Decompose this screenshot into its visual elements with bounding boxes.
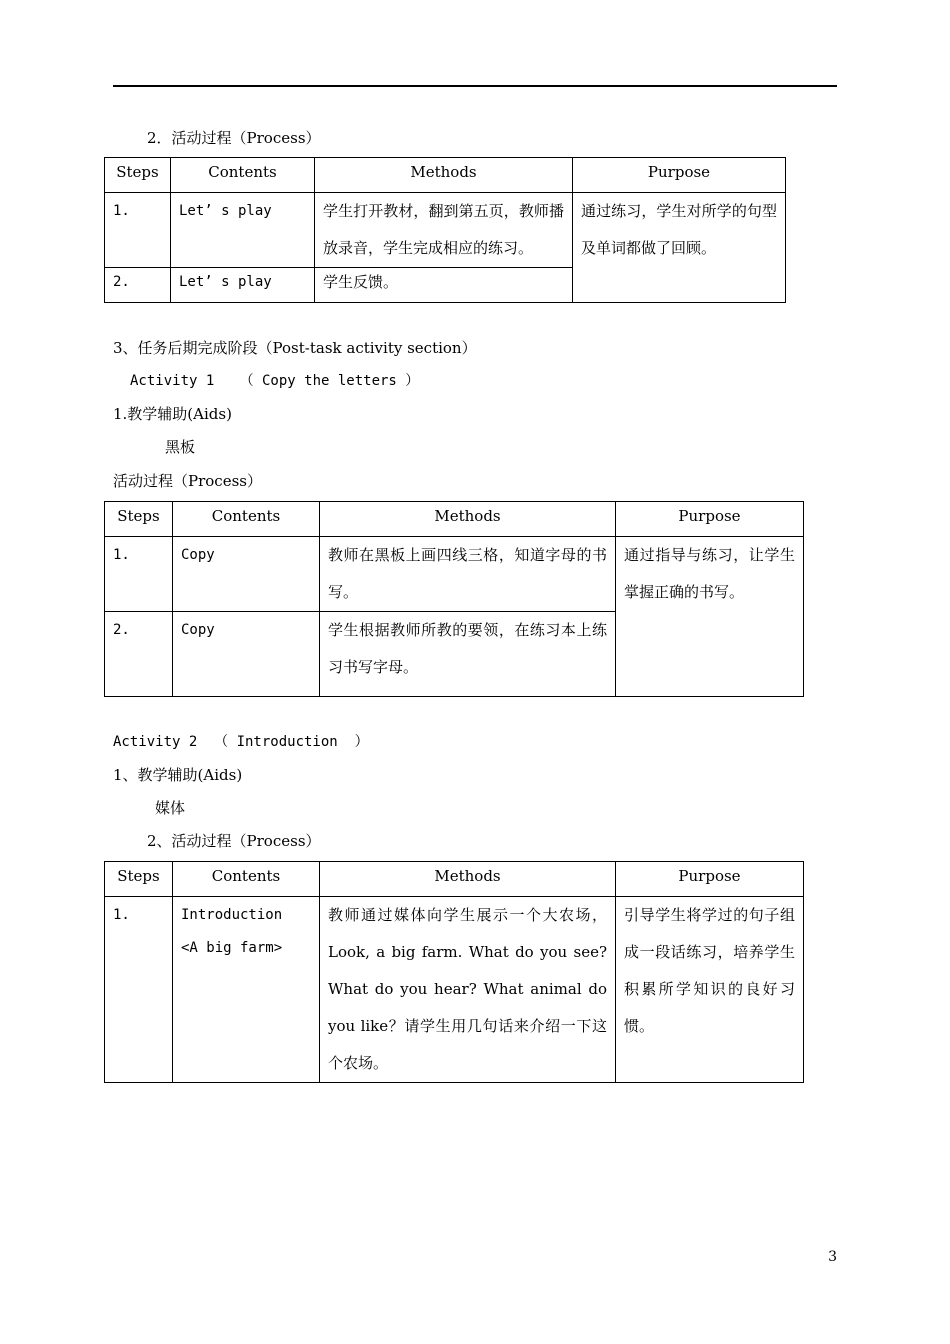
header-methods: Methods <box>320 502 616 537</box>
step-cell: 1. <box>105 537 173 612</box>
purpose-cell: 引导学生将学过的句子组成一段话练习，培养学生积累所学知识的良好习惯。 <box>616 897 804 1083</box>
aids-value-2: 媒体 <box>155 799 186 817</box>
header-purpose: Purpose <box>616 502 804 537</box>
purpose-cell: 通过指导与练习，让学生掌握正确的书写。 <box>616 537 804 697</box>
activity-2-title: Activity 2 （ Introduction ） <box>113 734 369 750</box>
content-cell: Copy <box>173 612 320 697</box>
method-cell: 学生根据教师所教的要领，在练习本上练习书写字母。 <box>320 612 616 697</box>
content-cell: Let’ s play <box>171 268 315 303</box>
table-header-row <box>105 158 786 193</box>
aids-value-1: 黑板 <box>165 438 196 456</box>
aids-title-1: 1.教学辅助(Aids) <box>113 405 232 423</box>
content-cell: Copy <box>173 537 320 612</box>
process-table-3 <box>104 861 804 1083</box>
header-purpose: Purpose <box>573 158 786 193</box>
header-purpose: Purpose <box>616 862 804 897</box>
header-contents: Contents <box>171 158 315 193</box>
table-header-row <box>105 862 804 897</box>
page-number: 3 <box>828 1249 837 1265</box>
header-steps: Steps <box>105 862 173 897</box>
step-cell: 1. <box>105 897 173 1083</box>
header-contents: Contents <box>173 862 320 897</box>
table-row <box>105 537 804 612</box>
aids-title-2: 1、教学辅助(Aids) <box>113 766 243 784</box>
content-line: Introduction <box>181 907 283 923</box>
method-cell: 教师通过媒体向学生展示一个大农场，Look, a big farm. What do you see? What do you hear? What animal do you like？请学生用几句话来介绍一下这个农场。 <box>320 897 616 1083</box>
header-steps: Steps <box>105 502 173 537</box>
content-cell: Let’ s play <box>171 193 315 268</box>
table-row <box>105 193 786 268</box>
table-header-row <box>105 502 804 537</box>
process-table-1 <box>104 157 786 303</box>
header-rule <box>113 85 837 87</box>
process-title-2: 活动过程（Process） <box>113 472 262 490</box>
process-title-1: 2．活动过程（Process） <box>147 129 321 147</box>
content-cell <box>173 897 320 1083</box>
step-cell: 2. <box>105 268 171 303</box>
process-title-3: 2、活动过程（Process） <box>147 832 321 850</box>
post-task-heading: 3、任务后期完成阶段（Post-task activity section） <box>113 339 477 357</box>
header-contents: Contents <box>173 502 320 537</box>
method-cell: 教师在黑板上画四线三格，知道字母的书写。 <box>320 537 616 612</box>
activity-1-title: Activity 1 （ Copy the letters ） <box>130 373 420 389</box>
process-table-2 <box>104 501 804 697</box>
purpose-cell: 通过练习，学生对所学的句型及单词都做了回顾。 <box>573 193 786 303</box>
step-cell: 2. <box>105 612 173 697</box>
header-steps: Steps <box>105 158 171 193</box>
header-methods: Methods <box>320 862 616 897</box>
header-methods: Methods <box>315 158 573 193</box>
method-cell: 学生打开教材，翻到第五页，教师播放录音，学生完成相应的练习。 <box>315 193 573 268</box>
content-line: <A big farm> <box>181 940 283 956</box>
table-row <box>105 897 804 1083</box>
method-cell: 学生反馈。 <box>315 268 573 303</box>
step-cell: 1. <box>105 193 171 268</box>
